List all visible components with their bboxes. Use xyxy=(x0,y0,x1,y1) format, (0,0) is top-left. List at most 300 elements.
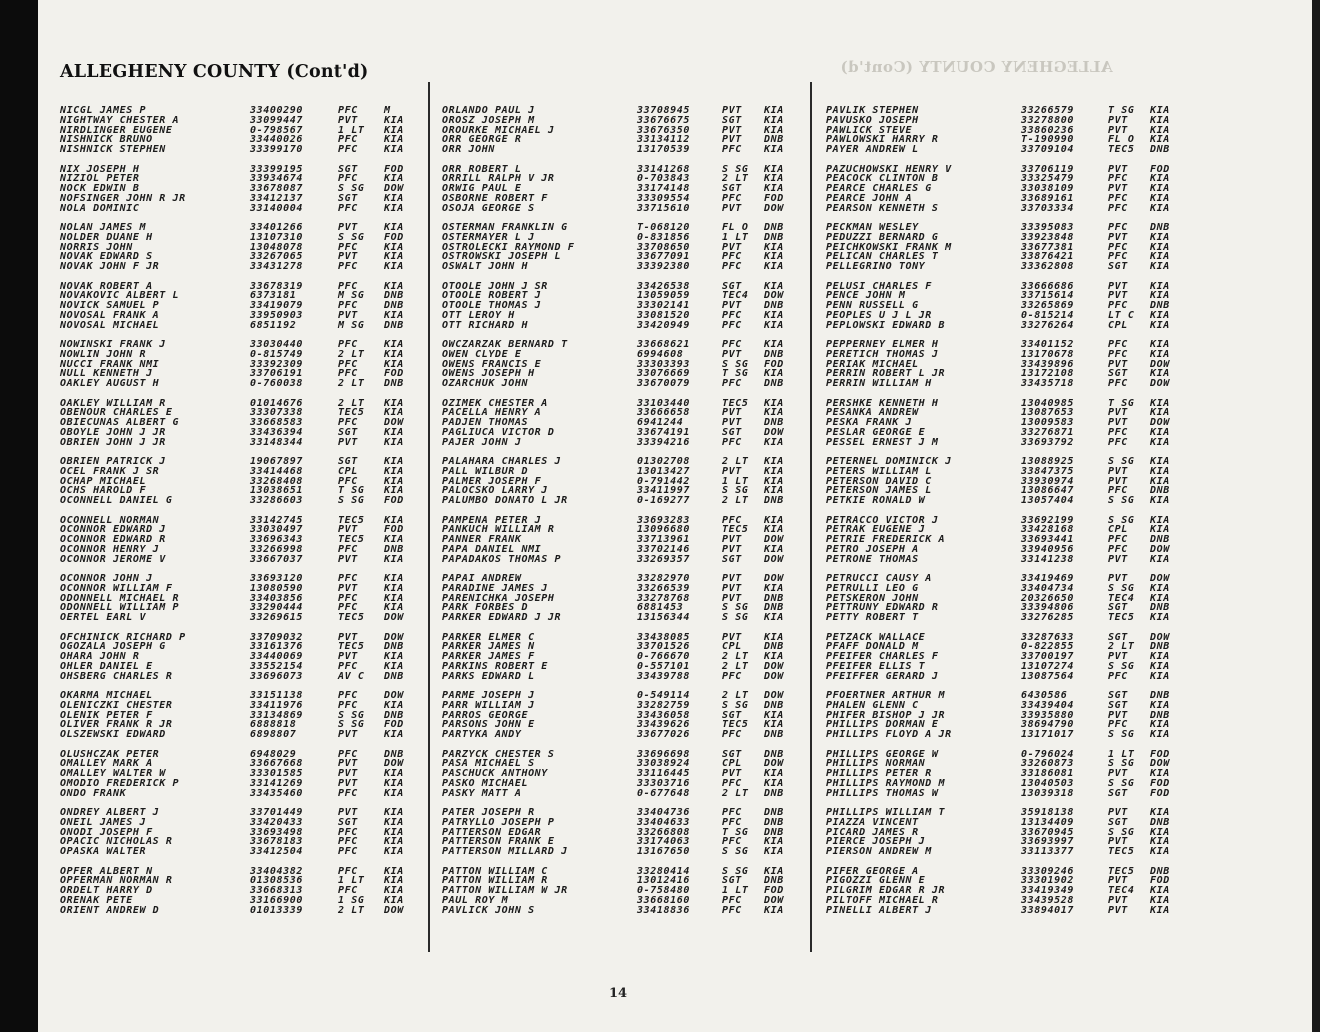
entry-status: KIA xyxy=(1150,836,1170,848)
entry-status: KIA xyxy=(1150,592,1170,604)
entry-status: DOW xyxy=(384,904,404,916)
entry-rank: LT C xyxy=(1108,309,1135,321)
entry-name: NIRDLINGER EUGENE xyxy=(60,124,173,136)
entry-status: DNB xyxy=(764,592,784,604)
entry-status: DOW xyxy=(1150,573,1170,584)
entry-serial: 33700197 xyxy=(1021,651,1074,663)
entry-status: KIA xyxy=(1150,348,1170,360)
entry-status: KIA xyxy=(1150,407,1170,419)
entry-name: OMALLEY WALTER W xyxy=(60,768,166,780)
entry-serial: 33174148 xyxy=(637,183,690,195)
entry-name: PHILLIPS RAYMOND M xyxy=(826,777,946,789)
entry-rank: PFC xyxy=(338,417,358,429)
entry-serial: 33676350 xyxy=(637,124,690,136)
entry-rank: TEC5 xyxy=(338,534,365,546)
entry-serial: 13134409 xyxy=(1021,816,1074,828)
entry-name: OCEL FRANK J SR xyxy=(60,465,160,477)
entry-serial: 33290444 xyxy=(250,602,303,614)
entry-rank: S SG xyxy=(722,612,749,624)
entry-name: PARSONS JOHN E xyxy=(442,719,535,731)
entry-name: PFEIFER ELLIS T xyxy=(826,660,926,672)
entry-name: PETERSON JAMES L xyxy=(826,485,932,497)
entry-rank: PVT xyxy=(722,241,742,253)
entry-name: OCONNOR HENRY J xyxy=(60,543,160,555)
entry-rank: PVT xyxy=(338,807,358,818)
entry-serial: 13009583 xyxy=(1021,417,1074,429)
entry-rank: S SG xyxy=(338,709,365,721)
entry-name: PESANKA ANDREW xyxy=(826,407,919,419)
entry-status: DNB xyxy=(384,378,404,390)
entry-status: KIA xyxy=(384,358,404,370)
entry-serial: 33668313 xyxy=(250,885,303,897)
entry-serial: 33266998 xyxy=(250,543,303,555)
entry-status: FOD xyxy=(1150,163,1170,175)
entry-name: OAKLEY WILLIAM R xyxy=(60,397,166,409)
entry-serial: 33677381 xyxy=(1021,241,1074,253)
entry-status: KIA xyxy=(764,651,784,663)
entry-name: NOVOSAL MICHAEL xyxy=(60,319,160,331)
entry-serial: 33038109 xyxy=(1021,183,1074,195)
entry-status: KIA xyxy=(384,222,404,233)
entry-name: PEARSON KENNETH S xyxy=(826,202,939,214)
entry-rank: S SG xyxy=(722,163,749,175)
entry-status: KIA xyxy=(1150,514,1170,526)
entry-status: KIA xyxy=(1150,319,1170,331)
entry-status: KIA xyxy=(1150,524,1170,536)
entry-status: KIA xyxy=(384,192,404,204)
entry-name: OFCHINICK RICHARD P xyxy=(60,631,186,643)
entry-serial: 33276264 xyxy=(1021,319,1074,331)
entry-serial: 33438085 xyxy=(637,631,690,643)
entry-status: KIA xyxy=(384,514,404,526)
entry-name: PELLEGRINO TONY xyxy=(826,261,926,273)
entry-name: PAPA DANIEL NMI xyxy=(442,543,542,555)
entry-name: PERETICH THOMAS J xyxy=(826,348,939,360)
entry-status: KIA xyxy=(384,348,404,360)
entry-rank: PFC xyxy=(722,807,742,818)
entry-serial: 01014676 xyxy=(250,397,303,409)
entry-rank: S SG xyxy=(722,358,749,370)
entry-rank: PFC xyxy=(722,309,742,321)
entry-rank: PVT xyxy=(338,553,358,565)
entry-serial: 33103440 xyxy=(637,397,690,409)
entry-name: PATTERSON FRANK E xyxy=(442,836,555,848)
entry-rank: 1 LT xyxy=(722,231,749,243)
entry-name: PACELLA HENRY A xyxy=(442,407,542,419)
entry-serial: 33266579 xyxy=(1021,105,1074,116)
entry-rank: PFC xyxy=(338,826,358,838)
entry-name: OSTROLECKI RAYMOND F xyxy=(442,241,575,253)
entry-name: PHIFER BISHOP J JR xyxy=(826,709,946,721)
entry-name: OWENS FRANCIS E xyxy=(442,358,542,370)
entry-rank: PFC xyxy=(338,748,358,760)
entry-status: DNB xyxy=(1150,865,1170,877)
entry-serial: 33930974 xyxy=(1021,475,1074,487)
entry-name: PETZACK WALLACE xyxy=(826,631,926,643)
entry-serial: T-068120 xyxy=(637,222,690,233)
entry-name: ORWIG PAUL E xyxy=(442,183,522,195)
entry-status: KIA xyxy=(384,894,404,906)
entry-rank: PFC xyxy=(722,378,742,390)
entry-name: PHILLIPS GEORGE W xyxy=(826,748,939,760)
entry-status: KIA xyxy=(384,426,404,438)
entry-serial: 33395083 xyxy=(1021,222,1074,233)
entry-rank: T SG xyxy=(1108,105,1135,116)
entry-name: OWCZARZAK BERNARD T xyxy=(442,339,568,350)
entry-name: OTOOLE THOMAS J xyxy=(442,300,542,312)
entry-name: PHILLIPS PETER R xyxy=(826,768,932,780)
entry-status: KIA xyxy=(1150,699,1170,711)
entry-status: KIA xyxy=(1150,768,1170,780)
entry-serial: 33411997 xyxy=(637,485,690,497)
entry-serial: 33419349 xyxy=(1021,885,1074,897)
entry-rank: 1 LT xyxy=(722,885,749,897)
entry-name: PEICHKOWSKI FRANK M xyxy=(826,241,952,253)
entry-name: OHSBERG CHARLES R xyxy=(60,670,173,682)
entry-serial: 0-815749 xyxy=(250,348,303,360)
entry-serial: 33278768 xyxy=(637,592,690,604)
entry-rank: PVT xyxy=(1108,358,1128,370)
entry-name: PAVLICK JOHN S xyxy=(442,904,535,916)
entry-status: FOD xyxy=(1150,787,1170,799)
entry-status: KIA xyxy=(384,826,404,838)
entry-serial: 33439788 xyxy=(637,670,690,682)
entry-name: PERIAK MICHAEL xyxy=(826,358,919,370)
entry-rank: SGT xyxy=(1108,602,1128,614)
entry-status: DNB xyxy=(1150,534,1170,546)
entry-rank: PFC xyxy=(338,602,358,614)
entry-status: KIA xyxy=(384,602,404,614)
entry-status: KIA xyxy=(1150,807,1170,818)
entry-status: KIA xyxy=(764,465,784,477)
entry-serial: 33709104 xyxy=(1021,144,1074,156)
entry-rank: PVT xyxy=(338,309,358,321)
entry-name: PENCE JOHN M xyxy=(826,290,906,302)
entry-status: KIA xyxy=(1150,280,1170,292)
entry-rank: PFC xyxy=(1108,534,1128,546)
entry-serial: 33266539 xyxy=(637,582,690,594)
entry-rank: PVT xyxy=(338,758,358,770)
entry-rank: SGT xyxy=(1108,787,1128,799)
entry-name: PERRIN WILLIAM H xyxy=(826,378,932,390)
entry-status: DNB xyxy=(764,300,784,312)
entry-name: PAWLOWSKI HARRY R xyxy=(826,134,939,146)
entry-rank: PVT xyxy=(722,202,742,214)
entry-status: KIA xyxy=(1150,612,1170,624)
entry-status: DOW xyxy=(1150,358,1170,370)
entry-status: KIA xyxy=(764,163,784,175)
entry-rank: SGT xyxy=(722,426,742,438)
entry-name: PADJEN THOMAS xyxy=(442,417,529,429)
entry-status: DNB xyxy=(764,641,784,653)
entry-serial: 6941244 xyxy=(637,417,684,429)
entry-status: DOW xyxy=(764,202,784,214)
entry-serial: 33141268 xyxy=(637,163,690,175)
entry-serial: 33696698 xyxy=(637,748,690,760)
entry-status: DOW xyxy=(764,894,784,906)
entry-name: ONDREY ALBERT J xyxy=(60,807,160,818)
entry-name: PHILLIPS WILLIAM T xyxy=(826,807,946,818)
entry-serial: 33266808 xyxy=(637,826,690,838)
entry-name: ONEIL JAMES J xyxy=(60,816,147,828)
entry-status: DOW xyxy=(1150,758,1170,770)
entry-serial: 33400290 xyxy=(250,105,303,116)
entry-status: KIA xyxy=(384,582,404,594)
entry-serial: 33076669 xyxy=(637,368,690,380)
entry-status: KIA xyxy=(764,719,784,731)
entry-status: DNB xyxy=(764,495,784,507)
entry-serial: 33670079 xyxy=(637,378,690,390)
entry-status: KIA xyxy=(764,612,784,624)
entry-rank: SGT xyxy=(1108,631,1128,643)
scan-left-edge xyxy=(0,0,38,1032)
entry-status: KIA xyxy=(764,183,784,195)
entry-status: KIA xyxy=(764,904,784,916)
entry-rank: TEC4 xyxy=(722,290,749,302)
entry-serial: 33940956 xyxy=(1021,543,1074,555)
entry-status: KIA xyxy=(384,807,404,818)
entry-rank: S SG xyxy=(722,485,749,497)
entry-name: PATRYLLO JOSEPH P xyxy=(442,816,555,828)
entry-status: KIA xyxy=(384,134,404,146)
entry-name: PASA MICHAEL S xyxy=(442,758,535,770)
entry-status: KIA xyxy=(764,251,784,263)
entry-name: PELUSI CHARLES F xyxy=(826,280,932,292)
entry-name: NIZIOL PETER xyxy=(60,173,140,185)
entry-serial: 33260873 xyxy=(1021,758,1074,770)
entry-serial: 01308536 xyxy=(250,875,303,887)
entry-name: PARK FORBES D xyxy=(442,602,529,614)
entry-serial: 13096680 xyxy=(637,524,690,536)
entry-status: KIA xyxy=(764,319,784,331)
entry-serial: 13040985 xyxy=(1021,397,1074,409)
entry-status: KIA xyxy=(384,729,404,741)
entry-status: DNB xyxy=(1150,144,1170,156)
entry-serial: 33411976 xyxy=(250,699,303,711)
entry-name: PEDUZZI BERNARD G xyxy=(826,231,939,243)
entry-name: PARKER JAMES N xyxy=(442,641,535,653)
page-title: ALLEGHENY COUNTY (Cont'd) xyxy=(60,62,369,82)
entry-serial: 6888818 xyxy=(250,719,297,731)
entry-name: PHILLIPS FLOYD A JR xyxy=(826,729,952,741)
entry-rank: PVT xyxy=(722,543,742,555)
entry-rank: SGT xyxy=(722,875,742,887)
entry-status: DOW xyxy=(384,417,404,429)
entry-name: OMALLEY MARK A xyxy=(60,758,153,770)
entry-name: OROSZ JOSEPH M xyxy=(442,114,535,126)
entry-serial: 33419469 xyxy=(1021,573,1074,584)
entry-name: ORLANDO PAUL J xyxy=(442,105,535,116)
entry-status: DNB xyxy=(764,231,784,243)
entry-status: DOW xyxy=(764,670,784,682)
entry-serial: 13012416 xyxy=(637,875,690,887)
entry-rank: PVT xyxy=(722,534,742,546)
entry-status: KIA xyxy=(384,436,404,448)
entry-status: KIA xyxy=(384,124,404,136)
entry-serial: 13170678 xyxy=(1021,348,1074,360)
entry-serial: 33282759 xyxy=(637,699,690,711)
entry-status: KIA xyxy=(1150,241,1170,253)
entry-serial: 33309246 xyxy=(1021,865,1074,877)
entry-status: KIA xyxy=(764,836,784,848)
entry-status: KIA xyxy=(764,777,784,789)
entry-status: DOW xyxy=(764,758,784,770)
entry-serial: 33148344 xyxy=(250,436,303,448)
entry-serial: 33440026 xyxy=(250,134,303,146)
entry-serial: 33934674 xyxy=(250,173,303,185)
entry-rank: S SG xyxy=(338,231,365,243)
entry-rank: PVT xyxy=(1108,475,1128,487)
entry-status: KIA xyxy=(384,787,404,799)
entry-serial: 0-796024 xyxy=(1021,748,1074,760)
entry-serial: 33265869 xyxy=(1021,300,1074,312)
entry-status: KIA xyxy=(384,846,404,858)
entry-rank: PVT xyxy=(338,631,358,643)
entry-rank: 1 LT xyxy=(1108,748,1135,760)
entry-rank: PVT xyxy=(1108,904,1128,916)
entry-name: PETERS WILLIAM L xyxy=(826,465,932,477)
entry-name: PAPADAKOS THOMAS P xyxy=(442,553,562,565)
entry-status: KIA xyxy=(384,485,404,497)
entry-rank: PFC xyxy=(1108,222,1128,233)
entry-serial: 33116445 xyxy=(637,768,690,780)
entry-status: KIA xyxy=(1150,660,1170,672)
entry-status: KIA xyxy=(384,875,404,887)
entry-status: KIA xyxy=(1150,397,1170,409)
entry-serial: 33401266 xyxy=(250,222,303,233)
entry-name: OSBORNE ROBERT F xyxy=(442,192,548,204)
entry-serial: 33674191 xyxy=(637,426,690,438)
entry-serial: 33950903 xyxy=(250,309,303,321)
entry-status: FOD xyxy=(1150,777,1170,789)
entry-rank: PFC xyxy=(338,105,358,116)
entry-status: KIA xyxy=(764,709,784,721)
entry-status: KIA xyxy=(1150,124,1170,136)
entry-name: NOVOSAL FRANK A xyxy=(60,309,160,321)
entry-rank: PFC xyxy=(338,134,358,146)
entry-serial: 33693283 xyxy=(637,514,690,526)
entry-rank: PVT xyxy=(1108,875,1128,887)
entry-serial: 33703334 xyxy=(1021,202,1074,214)
entry-name: PILTOFF MICHAEL R xyxy=(826,894,939,906)
entry-name: NOLA DOMINIC xyxy=(60,202,140,214)
entry-name: OSOJA GEORGE S xyxy=(442,202,535,214)
entry-status: KIA xyxy=(1150,436,1170,448)
entry-rank: PFC xyxy=(338,202,358,214)
entry-name: OCONNELL DANIEL G xyxy=(60,495,173,507)
entry-serial: 33412137 xyxy=(250,192,303,204)
column-rule xyxy=(428,82,430,952)
entry-serial: 33081520 xyxy=(637,309,690,321)
entry-status: KIA xyxy=(384,592,404,604)
entry-serial: 33678183 xyxy=(250,836,303,848)
entry-rank: SGT xyxy=(338,816,358,828)
entry-name: PIERCE JOSEPH J xyxy=(826,836,926,848)
entry-status: KIA xyxy=(764,280,784,292)
entry-serial: 33689161 xyxy=(1021,192,1074,204)
entry-status: KIA xyxy=(384,651,404,663)
entry-serial: 33667668 xyxy=(250,758,303,770)
entry-rank: SGT xyxy=(1108,816,1128,828)
entry-serial: 38694790 xyxy=(1021,719,1074,731)
entry-name: PALL WILBUR D xyxy=(442,465,529,477)
entry-name: PETERSON DAVID C xyxy=(826,475,932,487)
entry-serial: 33303716 xyxy=(637,777,690,789)
entry-name: PARADINE JAMES J xyxy=(442,582,548,594)
entry-serial: 33701526 xyxy=(637,641,690,653)
entry-status: KIA xyxy=(384,397,404,409)
entry-rank: PFC xyxy=(338,787,358,799)
entry-name: OPACIC NICHOLAS R xyxy=(60,836,173,848)
entry-serial: 13038651 xyxy=(250,485,303,497)
entry-status: KIA xyxy=(764,397,784,409)
entry-rank: PVT xyxy=(338,768,358,780)
entry-status: KIA xyxy=(384,475,404,487)
entry-rank: M SG xyxy=(338,290,365,302)
entry-name: PATTERSON MILLARD J xyxy=(442,846,568,858)
entry-status: DOW xyxy=(764,534,784,546)
entry-name: OSWALT JOHN H xyxy=(442,261,529,273)
entry-status: KIA xyxy=(1150,894,1170,906)
entry-name: OPASKA WALTER xyxy=(60,846,147,858)
entry-rank: TEC5 xyxy=(338,641,365,653)
entry-status: DNB xyxy=(764,134,784,146)
entry-status: KIA xyxy=(1150,719,1170,731)
entry-rank: PVT xyxy=(1108,573,1128,584)
entry-serial: 33894017 xyxy=(1021,904,1074,916)
entry-serial: 33693792 xyxy=(1021,436,1074,448)
entry-status: DNB xyxy=(764,699,784,711)
entry-rank: CPL xyxy=(338,465,358,477)
entry-name: NOVAK ROBERT A xyxy=(60,280,153,292)
entry-status: KIA xyxy=(1150,582,1170,594)
entry-serial: 33418836 xyxy=(637,904,690,916)
entry-rank: PVT xyxy=(1108,836,1128,848)
entry-rank: 2 LT xyxy=(338,378,365,390)
entry-name: NIX JOSEPH H xyxy=(60,163,140,175)
entry-serial: 0-549114 xyxy=(637,690,690,701)
entry-status: FOD xyxy=(384,524,404,536)
entry-serial: 33668160 xyxy=(637,894,690,906)
entry-name: PETERNEL DOMINICK J xyxy=(826,456,952,467)
entry-serial: 33030497 xyxy=(250,524,303,536)
entry-status: KIA xyxy=(764,456,784,467)
entry-rank: TEC5 xyxy=(722,397,749,409)
entry-serial: 33309554 xyxy=(637,192,690,204)
entry-rank: 2 LT xyxy=(722,495,749,507)
entry-name: PETRONE THOMAS xyxy=(826,553,919,565)
entry-status: DNB xyxy=(1150,602,1170,614)
entry-rank: PVT xyxy=(338,651,358,663)
entry-name: PIAZZA VINCENT xyxy=(826,816,919,828)
entry-rank: PFC xyxy=(722,894,742,906)
entry-serial: 33677091 xyxy=(637,251,690,263)
entry-status: KIA xyxy=(384,465,404,477)
entry-name: PETRAK EUGENE J xyxy=(826,524,926,536)
entry-serial: 33440069 xyxy=(250,651,303,663)
entry-serial: 13170539 xyxy=(637,144,690,156)
entry-status: KIA xyxy=(384,885,404,897)
entry-rank: TEC5 xyxy=(1108,865,1135,877)
entry-status: DNB xyxy=(764,602,784,614)
entry-serial: 33394216 xyxy=(637,436,690,448)
entry-name: PFAFF DONALD M xyxy=(826,641,919,653)
entry-name: PEPLOWSKI EDWARD B xyxy=(826,319,946,331)
entry-status: KIA xyxy=(1150,202,1170,214)
entry-status: DNB xyxy=(764,816,784,828)
entry-name: PATER JOSEPH R xyxy=(442,807,535,818)
entry-rank: PFC xyxy=(722,319,742,331)
